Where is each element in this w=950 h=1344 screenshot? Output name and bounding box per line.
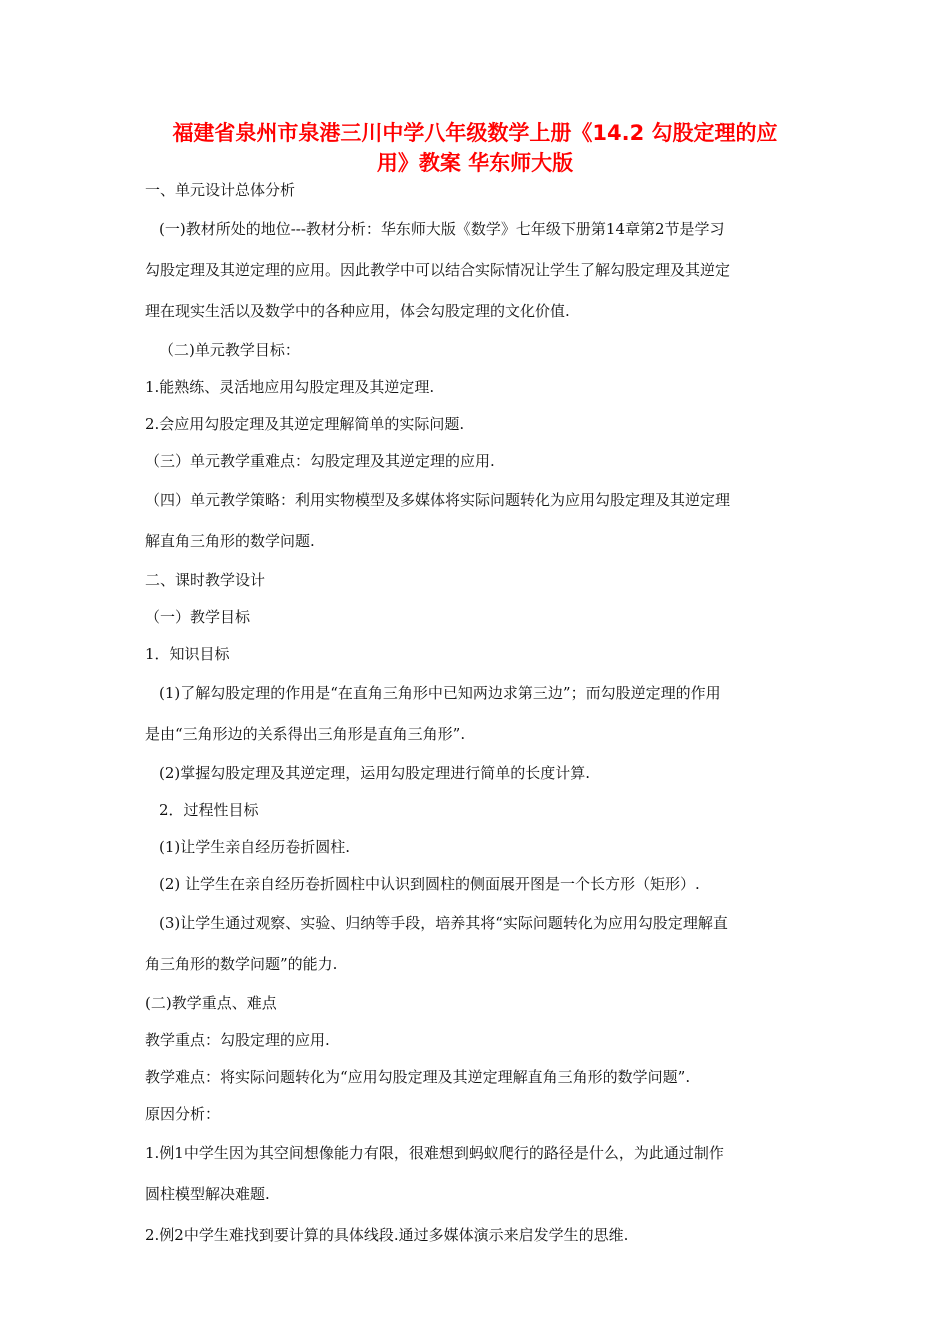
list-item: 1.例1中学生因为其空间想像能力有限，很难想到蚂蚁爬行的路径是什么，为此通过制作 — [145, 1144, 724, 1162]
paragraph-line: 是由“三角形边的关系得出三角形是直角三角形”. — [145, 725, 466, 743]
list-item: 2.会应用勾股定理及其逆定理解简单的实际问题. — [145, 415, 465, 433]
subsection-heading: （三）单元教学重难点：勾股定理及其逆定理的应用. — [145, 452, 495, 470]
paragraph-line: 勾股定理及其逆定理的应用。因此教学中可以结合实际情况让学生了解勾股定理及其逆定 — [145, 261, 731, 279]
section-heading-lesson-design: 二、课时教学设计 — [145, 571, 266, 589]
list-item: 1．知识目标 — [145, 645, 230, 663]
paragraph-line: 原因分析： — [145, 1105, 221, 1123]
paragraph-line: 解直角三角形的数学问题. — [145, 532, 315, 550]
list-item: (2)掌握勾股定理及其逆定理，运用勾股定理进行简单的长度计算. — [159, 764, 591, 782]
paragraph-line: 角三角形的数学问题”的能力. — [145, 955, 338, 973]
paragraph-line: (1)了解勾股定理的作用是“在直角三角形中已知两边求第三边”；而勾股逆定理的作用 — [159, 684, 721, 702]
paragraph-line: (3)让学生通过观察、实验、归纳等手段，培养其将“实际问题转化为应用勾股定理解直 — [159, 914, 728, 932]
subsection-heading: (二)教学重点、难点 — [145, 994, 277, 1012]
paragraph-line: 圆柱模型解决难题. — [145, 1185, 270, 1203]
title-line-1: 福建省泉州市泉港三川中学八年级数学上册《14.2 勾股定理的应 — [172, 121, 778, 145]
list-item: 2.例2中学生难找到要计算的具体线段.通过多媒体演示来启发学生的思维. — [145, 1226, 629, 1244]
list-item: 2．过程性目标 — [159, 801, 259, 819]
paragraph-line: (一)教材所处的地位---教材分析：华东师大版《数学》七年级下册第14章第2节是学习 — [159, 220, 725, 238]
paragraph-line: （四）单元教学策略：利用实物模型及多媒体将实际问题转化为应用勾股定理及其逆定理 — [145, 491, 731, 509]
paragraph-line: 理在现实生活以及数学中的各种应用，体会勾股定理的文化价值. — [145, 302, 570, 320]
paragraph-line: 教学重点：勾股定理的应用. — [145, 1031, 330, 1049]
section-heading-unit-analysis: 一、单元设计总体分析 — [145, 181, 296, 199]
subsection-heading: （二)单元教学目标： — [159, 341, 300, 359]
document-title — [140, 118, 810, 178]
list-item: (1)让学生亲自经历卷折圆柱. — [159, 838, 351, 856]
title-line-2: 用》教案 华东师大版 — [376, 151, 574, 175]
list-item: (2) 让学生在亲自经历卷折圆柱中认识到圆柱的侧面展开图是一个长方形（矩形）. — [159, 875, 700, 893]
paragraph-line: 教学难点：将实际问题转化为“应用勾股定理及其逆定理解直角三角形的数学问题”. — [145, 1068, 691, 1086]
list-item: 1.能熟练、灵活地应用勾股定理及其逆定理. — [145, 378, 435, 396]
subsection-heading: （一）教学目标 — [145, 608, 251, 626]
document-body — [145, 172, 809, 1256]
